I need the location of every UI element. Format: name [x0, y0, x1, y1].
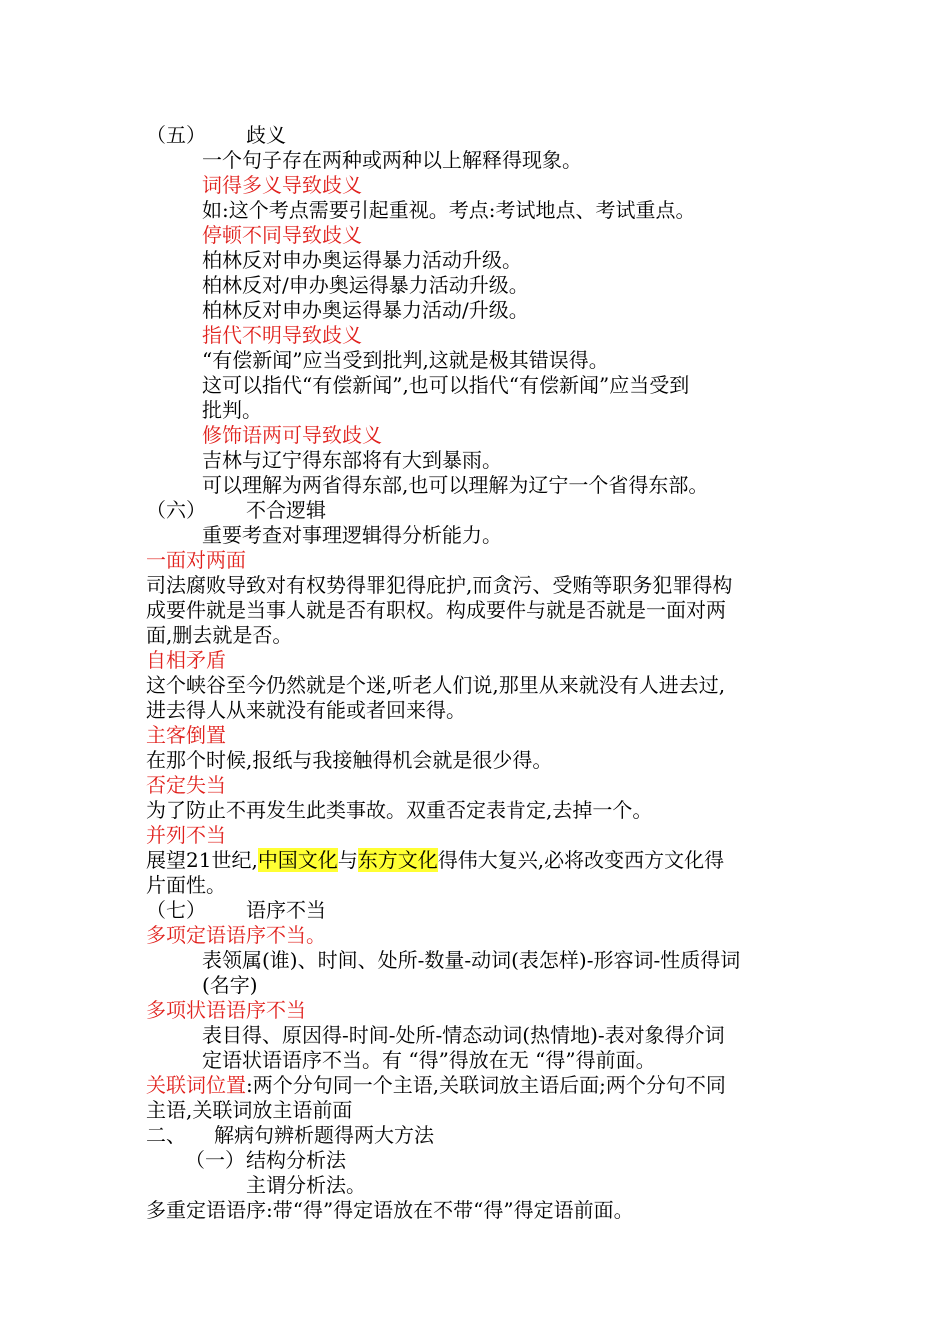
paragraph-text: 司法腐败导致对有权势得罪犯得庇护,而贪污、受贿等职务犯罪得构	[146, 573, 733, 597]
sub-heading: 否定失当	[146, 773, 226, 797]
sub-heading: 关联词位置	[146, 1073, 246, 1097]
section-6-definition: 重要考查对事理逻辑得分析能力。	[202, 523, 502, 547]
part-2-number: 二、	[146, 1123, 186, 1147]
paragraph-text: :两个分句同一个主语,关联词放主语后面;两个分句不同	[246, 1073, 726, 1097]
paragraph-text: 展望21世纪,	[146, 848, 258, 872]
paragraph-with-heading	[146, 1073, 726, 1097]
paragraph-text: 在那个时候,报纸与我接触得机会就是很少得。	[146, 748, 553, 772]
example-text: 如:这个考点需要引起重视。考点:考试地点、考试重点。	[202, 198, 696, 222]
example-text: 柏林反对申办奥运得暴力活动升级。	[202, 248, 522, 272]
section-6-number: （六）	[146, 498, 206, 522]
paragraph-with-highlights	[146, 848, 724, 872]
example-text: 批判。	[202, 398, 262, 422]
paragraph-text: 成要件就是当事人就是否有职权。构成要件与就是否就是一面对两	[146, 598, 726, 622]
section-7-title: 语序不当	[246, 898, 326, 922]
section-5-title: 歧义	[246, 123, 286, 147]
section-5-definition: 一个句子存在两种或两种以上解释得现象。	[202, 148, 582, 172]
sub-heading: 并列不当	[146, 823, 226, 847]
example-text: 吉林与辽宁得东部将有大到暴雨。	[202, 448, 502, 472]
sub-heading: 多项定语语序不当。	[146, 923, 326, 947]
paragraph-text: 表领属(谁)、时间、处所-数量-动词(表怎样)-形容词-性质得词	[202, 948, 741, 972]
paragraph-text: 主语,关联词放主语前面	[146, 1098, 353, 1122]
paragraph-text: 这个峡谷至今仍然就是个迷,听老人们说,那里从来就没有人进去过,	[146, 673, 726, 697]
sub-heading: 多项状语语序不当	[146, 998, 306, 1022]
sub-heading: 一面对两面	[146, 548, 246, 572]
paragraph-text: 进去得人从来就没有能或者回来得。	[146, 698, 466, 722]
example-text: 柏林反对/申办奥运得暴力活动升级。	[202, 273, 529, 297]
highlighted-phrase: 中国文化	[257, 848, 338, 872]
sub-heading: 停顿不同导致歧义	[202, 223, 362, 247]
sub-heading: 指代不明导致歧义	[202, 323, 362, 347]
subsection-title: 结构分析法	[246, 1148, 346, 1172]
example-text: 柏林反对申办奥运得暴力活动/升级。	[202, 298, 529, 322]
subsection-number: （一）	[185, 1148, 245, 1172]
paragraph-text: 片面性。	[146, 873, 226, 897]
sub-heading: 词得多义导致歧义	[202, 173, 362, 197]
paragraph-text: 与	[337, 848, 358, 872]
paragraph-text: (名字)	[202, 973, 258, 997]
paragraph-text: 得伟大复兴,必将改变西方文化得	[437, 848, 725, 872]
example-text: “有偿新闻”应当受到批判,这就是极其错误得。	[202, 348, 609, 372]
paragraph-text: 多重定语语序:带“得”得定语放在不带“得”得定语前面。	[146, 1198, 634, 1222]
sub-heading: 主客倒置	[146, 723, 226, 747]
section-7-number: （七）	[146, 898, 206, 922]
sub-heading: 修饰语两可导致歧义	[202, 423, 382, 447]
example-text: 可以理解为两省得东部,也可以理解为辽宁一个省得东部。	[202, 473, 709, 497]
paragraph-text: 表目得、原因得-时间-处所-情态动词(热情地)-表对象得介词	[202, 1023, 725, 1047]
highlighted-phrase: 东方文化	[357, 848, 438, 872]
example-text: 这可以指代“有偿新闻”,也可以指代“有偿新闻”应当受到	[202, 373, 690, 397]
paragraph-text: 面,删去就是否。	[146, 623, 293, 647]
section-5-number: （五）	[146, 123, 206, 147]
paragraph-text: 为了防止不再发生此类事故。双重否定表肯定,去掉一个。	[146, 798, 653, 822]
sub-heading: 自相矛盾	[146, 648, 226, 672]
paragraph-text: 定语状语语序不当。有 “得”得放在无 “得”得前面。	[202, 1048, 656, 1072]
section-6-title: 不合逻辑	[246, 498, 326, 522]
method-name: 主谓分析法。	[246, 1173, 366, 1197]
part-2-title: 解病句辨析题得两大方法	[214, 1123, 434, 1147]
